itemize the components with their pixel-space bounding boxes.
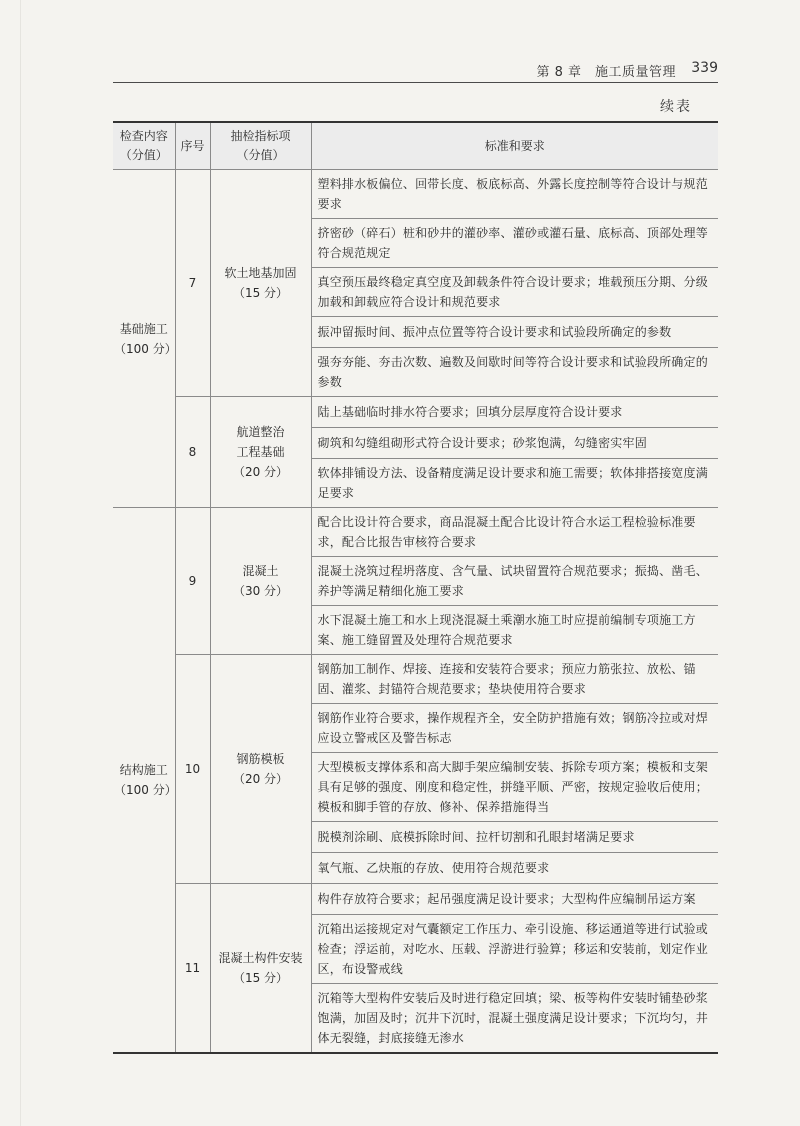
requirement-cell: 强夯夯能、夯击次数、遍数及间歇时间等符合设计要求和试验段所确定的参数	[311, 348, 718, 397]
item-name: 软土地基加固	[224, 266, 297, 280]
item-cell	[210, 508, 311, 655]
col-header-item-line2: （分值）	[236, 148, 285, 162]
page-spine-shadow	[20, 0, 21, 1126]
requirement-cell: 钢筋加工制作、焊接、连接和安装符合要求；预应力筋张拉、放松、锚固、灌浆、封锚符合规范要求；垫块使用符合要求	[311, 655, 718, 704]
item-name: 钢筋模板	[236, 752, 285, 766]
seq-cell: 9	[175, 508, 210, 655]
item-score: （20 分）	[232, 772, 289, 786]
col-header-seq-line1: 序号	[180, 138, 205, 153]
requirement-cell: 大型模板支撑体系和高大脚手架应编制安装、拆除专项方案；模板和支架具有足够的强度、刚度和稳定性，拼缝平顺、严密，按规定验收后使用；模板和脚手管的存放、修补、保养措施得当	[311, 753, 718, 822]
content-cell-structure	[113, 508, 175, 1054]
col-header-content-line1: 检查内容	[119, 129, 168, 143]
item-cell	[210, 655, 311, 884]
item-name-line2: 工程基础	[236, 445, 285, 459]
seq-cell: 10	[175, 655, 210, 884]
col-header-requirements	[311, 122, 718, 170]
requirement-cell: 脱模剂涂刷、底模拆除时间、拉杆切割和孔眼封堵满足要求	[311, 822, 718, 853]
requirement-cell: 软体排铺设方法、设备精度满足设计要求和施工需要；软体排搭接宽度满足要求	[311, 459, 718, 508]
requirement-cell: 砌筑和勾缝组砌形式符合设计要求；砂浆饱满，勾缝密实牢固	[311, 428, 718, 459]
chapter-title: 第 8 章 施工质量管理	[536, 65, 676, 80]
requirement-cell: 混凝土浇筑过程坍落度、含气量、试块留置符合规范要求；振捣、凿毛、养护等满足精细化施工要求	[311, 557, 718, 606]
col-header-item	[210, 122, 311, 170]
requirement-cell: 陆上基础临时排水符合要求；回填分层厚度符合设计要求	[311, 397, 718, 428]
content-score: （100 分）	[114, 783, 177, 797]
col-header-requirements-line1: 标准和要求	[484, 138, 545, 153]
item-score: （30 分）	[232, 584, 289, 598]
item-name: 混凝土构件安装	[218, 951, 303, 965]
table-header-row	[113, 122, 718, 170]
table-row	[113, 397, 718, 428]
seq-cell: 8	[175, 397, 210, 508]
table-row	[113, 884, 718, 915]
requirement-cell: 钢筋作业符合要求，操作规程齐全，安全防护措施有效；钢筋冷拉或对焊应设立警戒区及警告标志	[311, 704, 718, 753]
requirement-cell: 水下混凝土施工和水上现浇混凝土乘潮水施工时应提前编制专项施工方案、施工缝留置及处理符合规范要求	[311, 606, 718, 655]
col-header-seq	[175, 122, 210, 170]
seq-cell: 11	[175, 884, 210, 1054]
content-score: （100 分）	[114, 341, 177, 356]
item-name: 混凝土	[242, 564, 279, 578]
table-row	[113, 655, 718, 704]
table-row	[113, 170, 718, 219]
requirement-cell: 塑料排水板偏位、回带长度、板底标高、外露长度控制等符合设计与规范要求	[311, 170, 718, 219]
requirement-cell: 沉箱出运接规定对气囊额定工作压力、牵引设施、移运通道等进行试验或检查；浮运前，对吃水、压载、浮游进行验算；移运和安装前，划定作业区，布设警戒线	[311, 915, 718, 984]
requirement-cell: 真空预压最终稳定真空度及卸载条件符合设计要求；堆载预压分期、分级加载和卸载应符合设计和规范要求	[311, 268, 718, 317]
page-number: 339	[691, 60, 718, 76]
content-cell-foundation	[113, 170, 175, 508]
item-cell	[210, 397, 311, 508]
col-header-item-line1: 抽检指标项	[230, 129, 291, 143]
item-score: （20 分）	[232, 465, 289, 479]
inspection-standards-table	[113, 121, 718, 1054]
item-cell	[210, 884, 311, 1054]
requirement-cell: 配合比设计符合要求，商品混凝土配合比设计符合水运工程检验标准要求，配合比报告审核符合要求	[311, 508, 718, 557]
item-score: （15 分）	[232, 286, 289, 300]
continued-label: 续表	[660, 99, 692, 115]
running-header	[113, 58, 718, 83]
col-header-content	[113, 122, 175, 170]
requirement-cell: 氧气瓶、乙炔瓶的存放、使用符合规范要求	[311, 853, 718, 884]
item-score: （15 分）	[232, 971, 289, 985]
content-label: 基础施工	[119, 321, 168, 336]
requirement-cell: 构件存放符合要求；起吊强度满足设计要求；大型构件应编制吊运方案	[311, 884, 718, 915]
requirement-cell: 振冲留振时间、振冲点位置等符合设计要求和试验段所确定的参数	[311, 317, 718, 348]
requirement-cell: 沉箱等大型构件安装后及时进行稳定回填；梁、板等构件安装时铺垫砂浆饱满，加固及时；沉井下沉时，混凝土强度满足设计要求；下沉均匀，井体无裂缝，封底接缝无渗水	[311, 984, 718, 1054]
requirement-cell: 挤密砂（碎石）桩和砂井的灌砂率、灌砂或灌石量、底标高、顶部处理等符合规范规定	[311, 219, 718, 268]
content-label: 结构施工	[119, 763, 168, 777]
item-name: 航道整治	[236, 425, 285, 439]
col-header-content-line2: （分值）	[119, 148, 168, 162]
item-cell	[210, 170, 311, 397]
table-row	[113, 508, 718, 557]
seq-cell: 7	[175, 170, 210, 397]
